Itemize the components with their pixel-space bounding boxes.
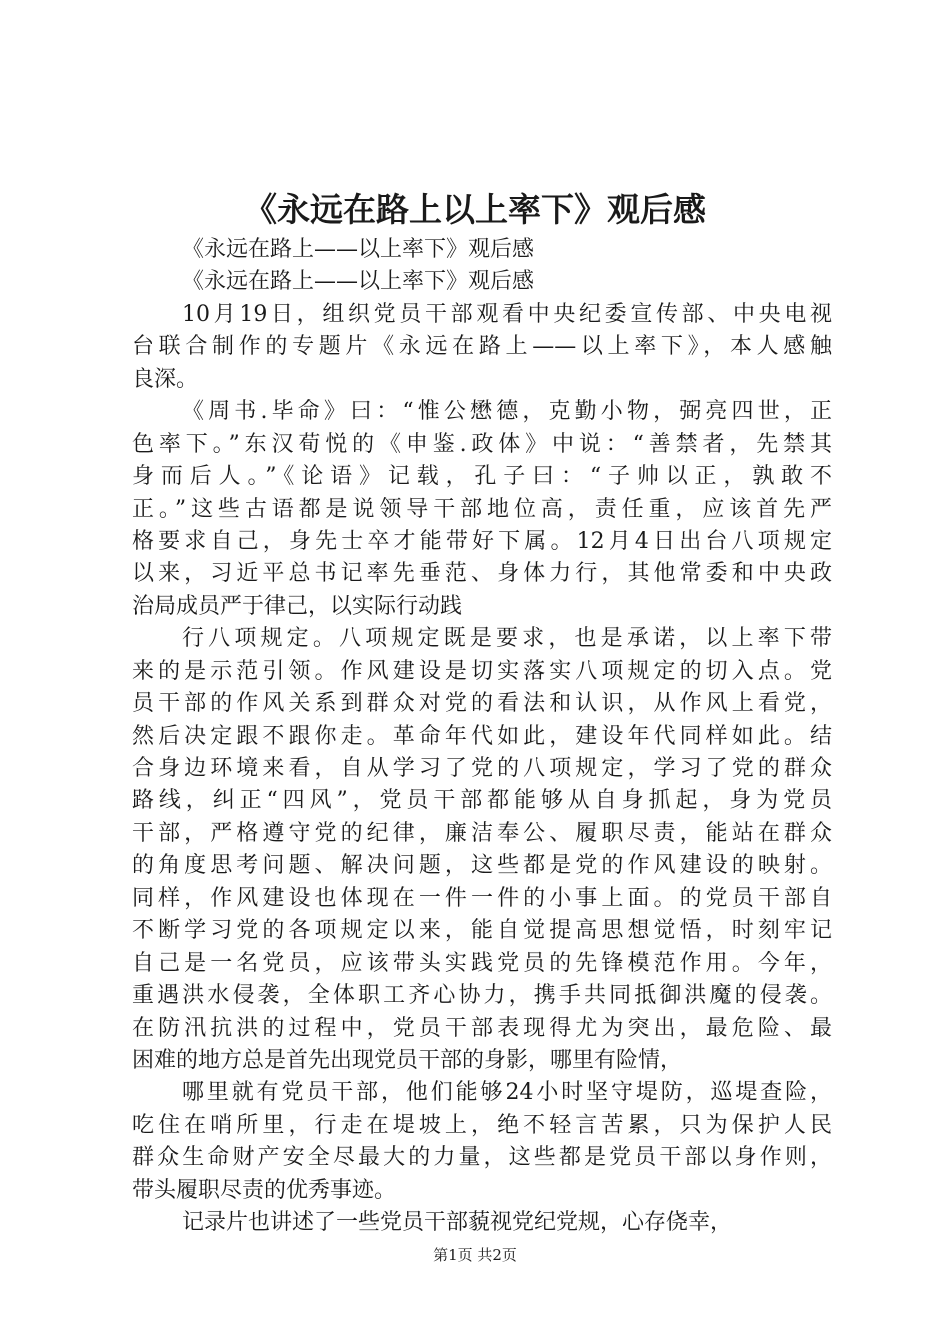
text-line: 的角度思考问题、解决问题，这些都是党的作风建设的映射。 <box>132 853 832 879</box>
text-line: 哪里就有党员干部，他们能够24小时坚守堤防，巡堤查险， <box>182 1080 832 1106</box>
text-line: 群众生命财产安全尽最大的力量，这些都是党员干部以身作则， <box>132 1145 832 1171</box>
text-line: 《永远在路上——以上率下》观后感 <box>182 237 535 262</box>
text-line: 行八项规定。八项规定既是要求，也是承诺，以上率下带 <box>182 626 832 652</box>
text-line: 正。”这些古语都是说领导干部地位高，责任重，应该首先严 <box>132 496 832 522</box>
text-line: 色率下。”东汉荀悦的《申鉴.政体》中说：“善禁者，先禁其 <box>132 431 832 457</box>
page-footer: 第1页 共2页 <box>433 1246 517 1264</box>
text-line: 在防汛抗洪的过程中，党员干部表现得尤为突出，最危险、最 <box>132 1015 832 1041</box>
text-line: 合身边环境来看，自从学习了党的八项规定，学习了党的群众 <box>132 756 832 781</box>
text-line: 治局成员严于律己，以实际行动践 <box>132 593 463 619</box>
text-line: 重遇洪水侵袭，全体职工齐心协力，携手共同抵御洪魔的侵袭。 <box>132 983 832 1009</box>
text-line: 同样，作风建设也体现在一件一件的小事上面。的党员干部自 <box>132 885 832 911</box>
text-line: 干部，严格遵守党的纪律，廉洁奉公、履职尽责，能站在群众 <box>132 820 832 846</box>
text-line: 困难的地方总是首先出现党员干部的身影，哪里有险情， <box>132 1047 683 1073</box>
text-line: 《周书.毕命》曰：“惟公懋德，克勤小物，弼亮四世，正 <box>182 399 832 425</box>
text-line: 自己是一名党员，应该带头实践党员的先锋模范作用。今年， <box>132 950 832 976</box>
document-title: 《永远在路上以上率下》观后感 <box>244 190 706 229</box>
text-line: 路线，纠正“四风”，党员干部都能够从自身抓起，身为党员 <box>132 788 832 814</box>
text-line: 员干部的作风关系到群众对党的看法和认识，从作风上看党， <box>132 691 832 717</box>
text-line: 身而后人。”《论语》记载，孔子曰：“子帅以正，孰敢不 <box>132 464 832 490</box>
text-line: 不断学习党的各项规定以来，能自觉提高思想觉悟，时刻牢记 <box>132 918 832 944</box>
text-line: 台联合制作的专题片《永远在路上——以上率下》，本人感触 <box>132 334 832 360</box>
text-line: 带头履职尽责的优秀事迹。 <box>132 1177 397 1203</box>
text-line: 以来，习近平总书记率先垂范、身体力行，其他常委和中央政 <box>132 561 832 587</box>
text-line: 《永远在路上——以上率下》观后感 <box>182 269 535 295</box>
text-line: 格要求自己，身先士卒才能带好下属。12月4日出台八项规定 <box>132 528 832 554</box>
text-line: 10月19日，组织党员干部观看中央纪委宣传部、中央电视 <box>182 301 832 327</box>
text-line: 然后决定跟不跟你走。革命年代如此，建设年代同样如此。结 <box>132 723 832 749</box>
text-line: 记录片也讲述了一些党员干部藐视党纪党规，心存侥幸， <box>182 1210 733 1236</box>
text-line: 吃住在哨所里，行走在堤坡上，绝不轻言苦累，只为保护人民 <box>132 1112 832 1138</box>
text-line: 来的是示范引领。作风建设是切实落实八项规定的切入点。党 <box>132 658 832 684</box>
document-body <box>132 234 832 1240</box>
text-line: 良深。 <box>132 366 199 392</box>
